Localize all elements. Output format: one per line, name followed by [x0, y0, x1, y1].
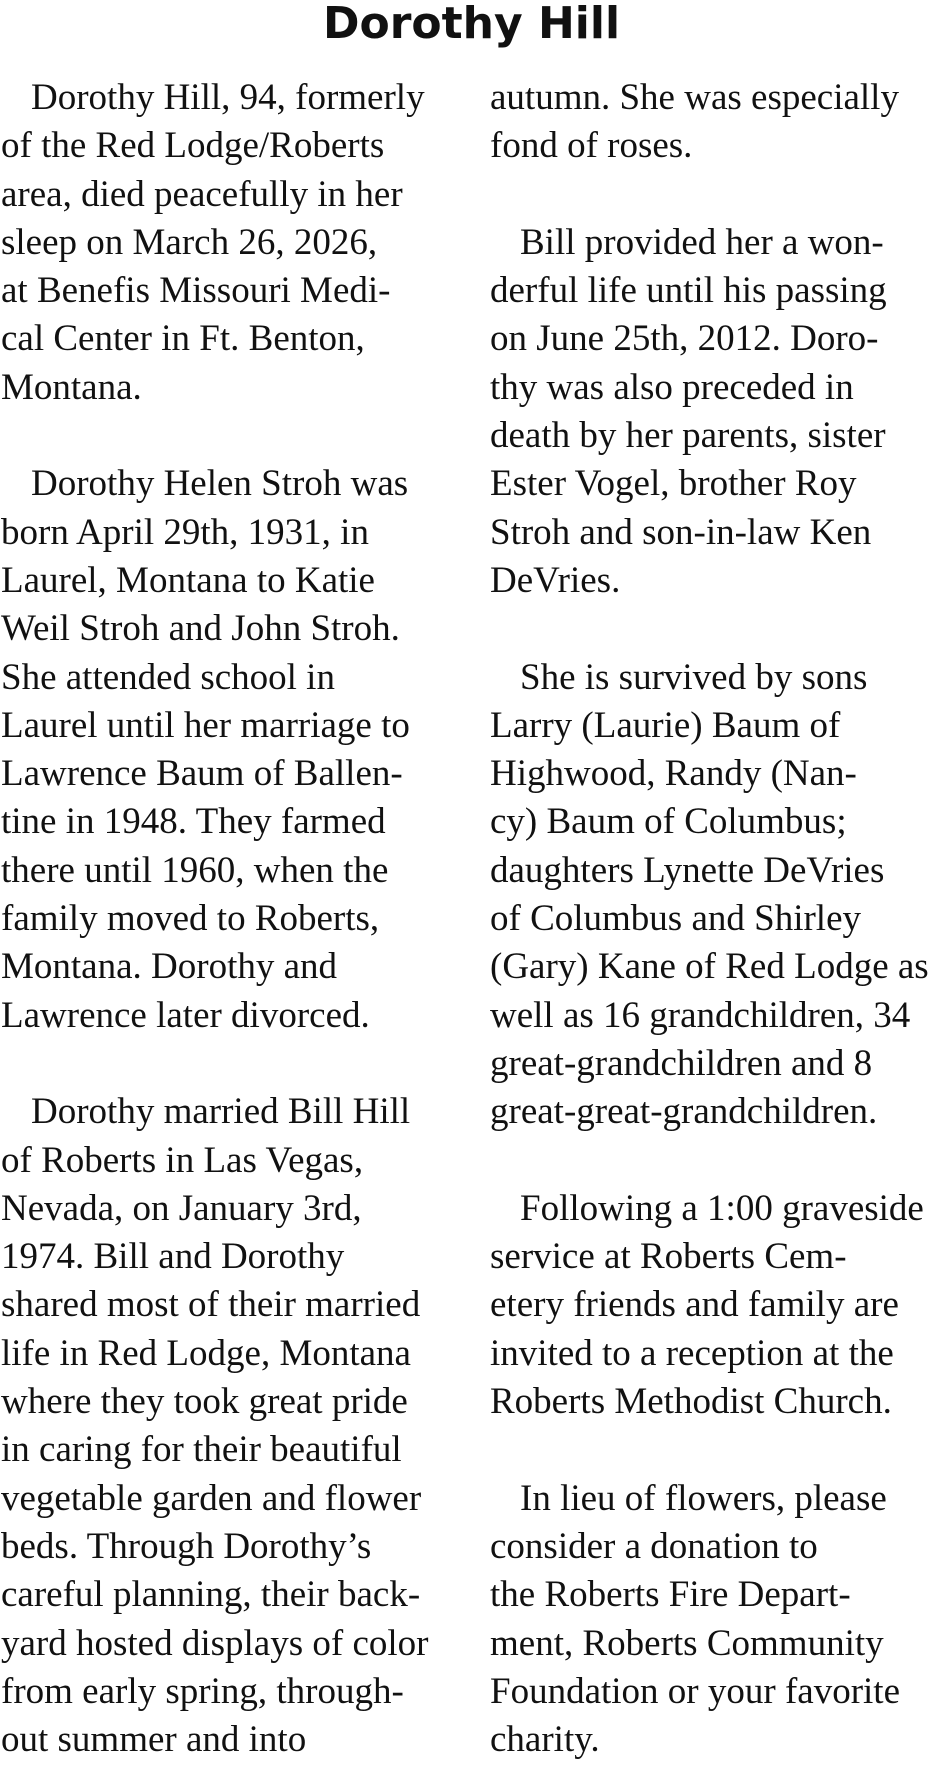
text-line: (Gary) Kane of Red Lodge as — [490, 946, 929, 988]
text-line: shared most of their married — [1, 1284, 421, 1326]
text-line: great-grandchildren and 8 — [490, 1042, 873, 1084]
text-line: of Columbus and Shirley — [490, 898, 862, 940]
text-line: Dorothy Helen Stroh was — [31, 463, 409, 505]
text-line: Roberts Methodist Church. — [490, 1381, 892, 1423]
text-line: Stroh and son-in-law Ken — [490, 511, 872, 553]
right-column — [490, 74, 943, 1764]
text-line: etery friends and family are — [490, 1284, 899, 1326]
text-line: Foundation or your favorite — [490, 1670, 900, 1712]
text-line: daughters Lynette DeVries — [490, 849, 885, 891]
text-line: from early spring, through- — [1, 1670, 404, 1712]
text-line: Laurel, Montana to Katie — [1, 559, 375, 601]
left-column — [1, 74, 456, 1764]
text-line: Highwood, Randy (Nan- — [490, 753, 857, 795]
text-line: tine in 1948. They farmed — [1, 801, 386, 843]
paragraph — [1, 74, 456, 412]
text-line: thy was also preceded in — [490, 366, 854, 408]
text-line: cy) Baum of Columbus; — [490, 801, 847, 843]
text-line: vegetable garden and flower — [1, 1477, 422, 1519]
text-line: Lawrence later divorced. — [1, 994, 370, 1036]
text-line: great-great-grandchildren. — [490, 1091, 878, 1133]
paragraph — [490, 219, 943, 605]
text-line: consider a donation to — [490, 1525, 818, 1567]
text-line: the Roberts Fire Depart- — [490, 1574, 851, 1616]
text-line: Dorothy Hill, 94, formerly — [31, 77, 425, 118]
text-line: in caring for their beautiful — [1, 1429, 402, 1471]
text-line: Bill provided her a won- — [520, 221, 884, 263]
text-line: at Benefis Missouri Medi- — [1, 270, 391, 312]
text-line: In lieu of flowers, please — [520, 1477, 887, 1519]
paragraph — [490, 1185, 943, 1426]
text-line: invited to a reception at the — [490, 1332, 894, 1374]
text-line: born April 29th, 1931, in — [1, 511, 369, 553]
text-line: Following a 1:00 graveside — [520, 1187, 924, 1229]
text-line: beds. Through Dorothy’s — [1, 1525, 372, 1567]
text-line: service at Roberts Cem- — [490, 1236, 847, 1278]
text-line: Larry (Laurie) Baum of — [490, 704, 841, 746]
text-line: Montana. — [1, 366, 142, 408]
text-line: ment, Roberts Community — [490, 1622, 884, 1664]
text-line: life in Red Lodge, Montana — [1, 1332, 411, 1374]
text-line: death by her parents, sister — [490, 415, 886, 457]
obituary-title: Dorothy Hill — [322, 0, 621, 49]
paragraph — [490, 654, 943, 1137]
text-line: Ester Vogel, brother Roy — [490, 463, 857, 505]
text-line: Lawrence Baum of Ballen- — [1, 753, 403, 795]
text-line: autumn. She was especially — [490, 77, 899, 118]
text-line: fond of roses. — [490, 125, 693, 167]
text-line: Nevada, on January 3rd, — [1, 1187, 362, 1229]
text-line: cal Center in Ft. Benton, — [1, 318, 365, 360]
paragraph — [490, 1475, 943, 1765]
text-line: She is survived by sons — [520, 656, 868, 698]
text-line: of the Red Lodge/Roberts — [1, 125, 385, 167]
text-line: careful planning, their back- — [1, 1574, 421, 1616]
text-line: Montana. Dorothy and — [1, 946, 338, 988]
text-line: charity. — [490, 1719, 600, 1761]
text-line: Laurel until her marriage to — [1, 704, 410, 746]
text-line: DeVries. — [490, 559, 621, 601]
paragraph — [1, 460, 456, 1040]
text-line: Dorothy married Bill Hill — [31, 1091, 411, 1133]
text-line: She attended school in — [1, 656, 335, 698]
text-line: of Roberts in Las Vegas, — [1, 1139, 364, 1181]
text-line: area, died peacefully in her — [1, 173, 403, 215]
text-line: Weil Stroh and John Stroh. — [1, 608, 400, 650]
text-line: well as 16 grandchildren, 34 — [490, 994, 911, 1036]
text-line: where they took great pride — [1, 1381, 408, 1423]
text-line: 1974. Bill and Dorothy — [1, 1236, 345, 1278]
paragraph — [1, 1088, 456, 1764]
text-line: family moved to Roberts, — [1, 898, 380, 940]
text-line: there until 1960, when the — [1, 849, 389, 891]
text-line: on June 25th, 2012. Doro- — [490, 318, 879, 360]
text-line: yard hosted displays of color — [1, 1622, 429, 1664]
text-line: derful life until his passing — [490, 270, 887, 312]
paragraph — [490, 74, 943, 171]
text-line: sleep on March 26, 2026, — [1, 221, 378, 263]
text-line: out summer and into — [1, 1719, 307, 1761]
